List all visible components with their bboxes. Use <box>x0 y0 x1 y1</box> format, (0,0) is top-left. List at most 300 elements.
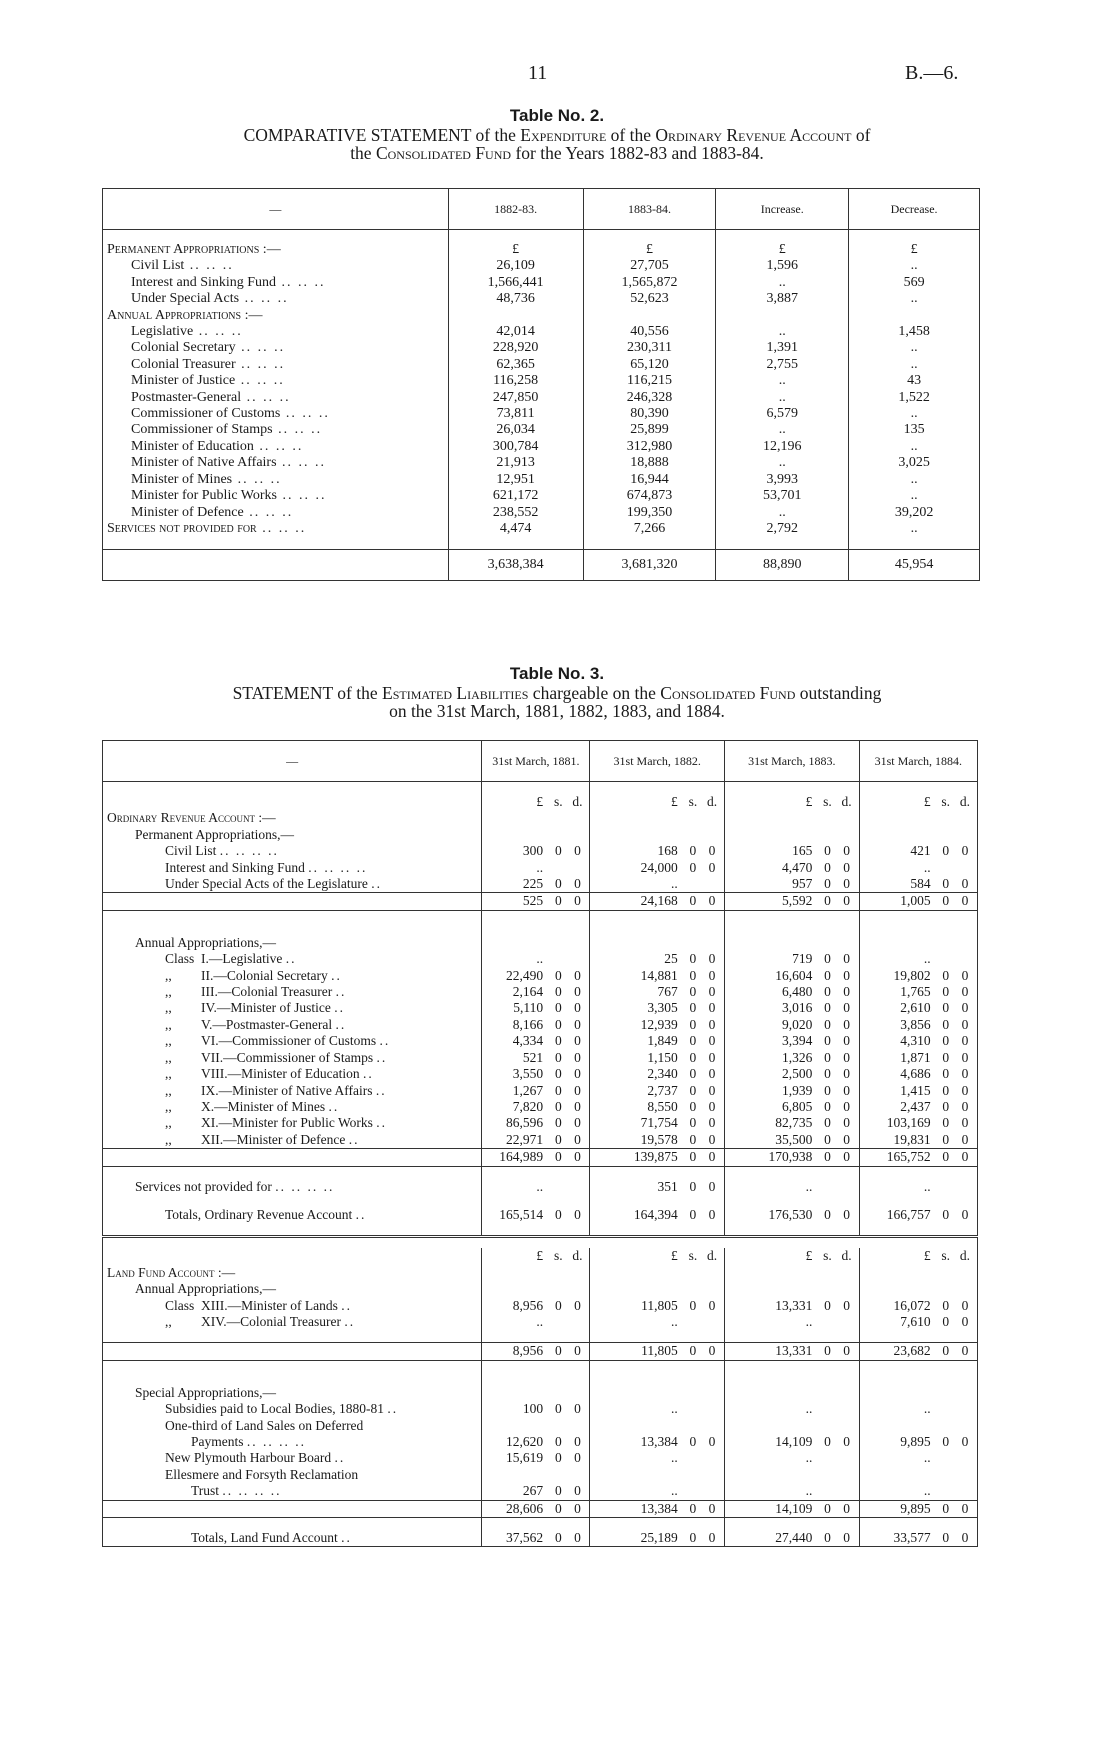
table3-shillings <box>818 1483 836 1500</box>
table2-col-increase: Increase. <box>716 189 849 230</box>
table3-pence: 0 <box>843 1000 850 1016</box>
table3-shillings <box>937 1483 955 1500</box>
table3-row <box>103 968 978 984</box>
table2-cell: 73,811 <box>448 406 583 422</box>
table3-pence: 0 <box>574 1098 581 1114</box>
table3-row-label: ,, VIII.—Minister of Education .. <box>165 1066 374 1082</box>
table3-shillings <box>549 1314 567 1330</box>
table3-row-label: Under Special Acts of the Legislature .. <box>165 876 382 892</box>
table3-pence: 0 <box>574 1066 581 1082</box>
table3-shillings: 0 <box>942 1049 950 1065</box>
table3-shillings <box>549 951 567 967</box>
table2-cell: 3,025 <box>849 455 980 471</box>
table3-pence: 0 <box>961 1115 969 1131</box>
table3-pence <box>702 1483 724 1500</box>
table2-cell: 16,944 <box>583 472 716 488</box>
table3-row-label: ,, V.—Postmaster-General .. <box>165 1016 347 1032</box>
table2-cell: 48,736 <box>448 291 583 307</box>
table3-shillings: 0 <box>554 1066 562 1082</box>
table3-shillings <box>684 1401 702 1417</box>
table3-pence <box>837 1179 859 1195</box>
table3-pence <box>955 1483 978 1500</box>
table3-pence: 0 <box>961 1434 969 1449</box>
table2-row-label: Minister of Native Affairs .. .. .. <box>131 455 327 471</box>
table3-pence: 0 <box>708 1033 716 1049</box>
table3-pence <box>702 1450 724 1466</box>
table3-row <box>103 1298 978 1314</box>
table3-pounds: 23,682 <box>859 1343 937 1360</box>
table2-row <box>103 357 980 373</box>
table3-pence <box>955 1450 978 1466</box>
table3-shillings: 0 <box>549 1500 567 1517</box>
table2-cell: 26,034 <box>448 422 583 438</box>
table2-cell: 21,913 <box>448 455 583 471</box>
table2-row <box>103 472 980 488</box>
table3-pence: 0 <box>961 1206 969 1222</box>
table3-lsd-d: d. <box>706 794 718 809</box>
table3-shillings: 0 <box>824 967 831 983</box>
table3-lsd-d: d. <box>841 794 852 809</box>
table3-lsd-s: s. <box>823 1248 832 1264</box>
table3-pence: 0 <box>843 984 850 1000</box>
table3-lsd-d: d. <box>572 1248 583 1264</box>
table3-row <box>103 1115 978 1131</box>
table3-pounds: 4,310 <box>859 1033 937 1049</box>
table3-pence: 0 <box>843 1033 850 1049</box>
table2-cell: .. <box>849 521 980 537</box>
table2-row-label: Under Special Acts .. .. .. <box>131 291 289 307</box>
table3-pounds: 1,005 <box>859 893 937 910</box>
table3-pence <box>955 951 978 967</box>
table3-row-label: ,, XIV.—Colonial Treasurer .. <box>165 1313 356 1329</box>
table2-row <box>103 258 980 274</box>
table3-row <box>103 1017 978 1033</box>
table2-cell: .. <box>716 373 849 389</box>
table3-shillings: 0 <box>689 967 697 983</box>
table3-pounds: 25 <box>590 951 684 967</box>
table3-shillings <box>937 1450 955 1466</box>
table3-row-label: Trust .. .. .. .. <box>191 1483 282 1499</box>
table3-col-1881: 31st March, 1881. <box>482 741 590 782</box>
table3-row <box>103 1132 978 1149</box>
table2-cell: 7,266 <box>583 521 716 537</box>
table3-shillings: 0 <box>554 1483 562 1499</box>
table2-cell <box>716 308 849 324</box>
table3-lsd-d: d. <box>959 794 971 809</box>
table3-pence: 0 <box>843 1049 850 1065</box>
table3-pounds: .. <box>482 1179 549 1195</box>
table3-row-label: Annual Appropriations,— <box>135 1281 276 1297</box>
table3-row-label: ,, IX.—Minister of Native Affairs .. <box>165 1082 387 1098</box>
table3-pounds: 16,604 <box>725 968 819 984</box>
table3-pence: 0 <box>708 1206 716 1222</box>
document-reference: B.—6. <box>905 62 959 84</box>
table3-pounds: .. <box>859 1401 937 1417</box>
table2-cell: 80,390 <box>583 406 716 422</box>
table3-subtotal-row <box>103 1149 978 1166</box>
table2-cell: 135 <box>849 422 980 438</box>
table3-shillings: 0 <box>689 859 697 875</box>
table3-row <box>103 1434 978 1450</box>
table3-lsd-pound: £ <box>482 794 549 810</box>
table3-shillings: 0 <box>689 1033 697 1049</box>
table2-cell: 25,899 <box>583 422 716 438</box>
table3-pounds: 9,895 <box>859 1434 937 1450</box>
table2-row <box>103 275 980 291</box>
table3-shillings: 0 <box>554 1297 562 1313</box>
table2-cell: .. <box>849 488 980 504</box>
table3-pounds: 176,530 <box>725 1207 819 1223</box>
table3-pounds: 16,072 <box>859 1298 937 1314</box>
table2-unit: £ <box>849 242 980 258</box>
table3-row-label: One-third of Land Sales on Deferred <box>165 1417 364 1433</box>
table3-row <box>103 1401 978 1417</box>
table3-title-line2: on the 31st March, 1881, 1882, 1883, and 1884. <box>389 701 725 721</box>
table2-row-label: Annual Appropriations :— <box>107 307 263 323</box>
table3-pence: 0 <box>568 1500 590 1517</box>
table3-shillings: 0 <box>554 1016 562 1032</box>
table2-cell: 12,196 <box>716 439 849 455</box>
table3-lsd-row <box>103 794 978 810</box>
table3-shillings: 0 <box>942 1434 950 1449</box>
table2-cell: 62,365 <box>448 357 583 373</box>
table2-row <box>103 505 980 521</box>
table3-pence: 0 <box>708 1178 716 1194</box>
table2-row-label: Colonial Treasurer .. .. .. <box>131 356 286 372</box>
table3-pence <box>837 1314 859 1330</box>
table3-pence: 0 <box>955 1500 978 1517</box>
table3-pence: 0 <box>708 1082 716 1098</box>
table3-subtotal-row <box>103 1500 978 1517</box>
table3-pounds: 14,109 <box>725 1434 819 1450</box>
table3-pence: 0 <box>961 984 969 1000</box>
table3-shillings <box>684 1483 702 1500</box>
table3-pence: 0 <box>843 1434 850 1449</box>
table3-pence: 0 <box>955 893 978 910</box>
table3-row-label: Ordinary Revenue Account :— <box>107 810 276 826</box>
table3-row <box>103 843 978 859</box>
table3-pounds: 225 <box>482 876 549 893</box>
table3-pounds: 103,169 <box>859 1115 937 1131</box>
table3-shillings: 0 <box>824 1530 831 1546</box>
table3-row-label: Permanent Appropriations,— <box>135 826 294 842</box>
table3-pounds: .. <box>725 1483 819 1500</box>
table2-total: 88,890 <box>716 550 849 581</box>
table3-pence: 0 <box>574 1434 581 1449</box>
table3-pounds: 13,331 <box>725 1298 819 1314</box>
table2-row <box>103 308 980 324</box>
table3-shillings: 0 <box>689 1082 697 1098</box>
table3-pence: 0 <box>961 967 969 983</box>
table3-pounds: .. <box>482 860 549 876</box>
table3-pounds: 1,267 <box>482 1083 549 1099</box>
table3-shillings: 0 <box>937 1500 955 1517</box>
table3-shillings: 0 <box>554 1131 562 1147</box>
table3-shillings: 0 <box>824 859 831 875</box>
table2-row-label: Colonial Secretary .. .. .. <box>131 340 286 356</box>
table3-shillings <box>937 1179 955 1195</box>
table3-pence: 0 <box>708 1000 716 1016</box>
table3-pounds: 7,820 <box>482 1099 549 1115</box>
table3-pounds: 12,939 <box>590 1017 684 1033</box>
table3-shillings: 0 <box>684 1149 702 1166</box>
table3-pounds: 19,802 <box>859 968 937 984</box>
table3-shillings: 0 <box>689 984 697 1000</box>
table3-pounds: .. <box>590 1401 684 1417</box>
table3-pence: 0 <box>708 1131 716 1147</box>
table3-pounds: 2,437 <box>859 1099 937 1115</box>
table3-pence: 0 <box>843 1131 850 1147</box>
table3-lsd-pound: £ <box>859 794 937 810</box>
table3-pence: 0 <box>843 843 850 859</box>
table3-pounds: 165,752 <box>859 1149 937 1166</box>
table3-shillings: 0 <box>554 1082 562 1098</box>
table3-pounds: 267 <box>482 1483 549 1500</box>
table3-pounds: 2,610 <box>859 1000 937 1016</box>
table3-lsd-s: s. <box>688 794 698 809</box>
table2-unit: £ <box>583 242 716 258</box>
table3-pounds: .. <box>725 1450 819 1466</box>
table3-pounds: 521 <box>482 1050 549 1066</box>
table3-pence: 0 <box>574 1297 581 1313</box>
table3-subtotal-row <box>103 1343 978 1360</box>
table2-row-label: Minister for Public Works .. .. .. <box>131 488 327 504</box>
table3-shillings: 0 <box>824 876 831 892</box>
table2-cell: .. <box>716 275 849 291</box>
table3-title: STATEMENT of the Estimated Liabilities chargeable on the Consolidated Fund outstanding <box>232 683 882 703</box>
table3-section-heading <box>103 1265 978 1281</box>
table3-pence: 0 <box>708 1530 716 1546</box>
table3-shillings: 0 <box>824 1000 831 1016</box>
table2-row <box>103 439 980 455</box>
table3-pounds: 9,895 <box>859 1500 937 1517</box>
table3-row-label: New Plymouth Harbour Board .. <box>165 1450 346 1466</box>
table2-row <box>103 340 980 356</box>
table2-cell: .. <box>849 406 980 422</box>
table3-pence <box>955 1401 978 1417</box>
table3-shillings: 0 <box>942 1066 950 1082</box>
table3-shillings: 0 <box>824 1098 831 1114</box>
table3-pounds: 27,440 <box>725 1530 819 1547</box>
table3-pence: 0 <box>843 1206 850 1222</box>
table3-row-label: ,, IV.—Minister of Justice .. <box>165 1000 345 1016</box>
table3-pounds: 8,956 <box>482 1298 549 1314</box>
table2-cell: 2,755 <box>716 357 849 373</box>
table3-shillings: 0 <box>554 876 562 892</box>
table3-shillings: 0 <box>554 1000 562 1016</box>
table3-pounds: 168 <box>590 843 684 859</box>
table3-row-label: Interest and Sinking Fund .. .. .. .. <box>165 859 368 875</box>
table2-cell: 2,792 <box>716 521 849 537</box>
table3-pounds: .. <box>859 1483 937 1500</box>
table3-lsd-d: d. <box>706 1248 718 1264</box>
table2-cell: 1,391 <box>716 340 849 356</box>
table3-pounds: 11,805 <box>590 1343 684 1360</box>
table3-pence: 0 <box>843 967 850 983</box>
table3-shillings: 0 <box>689 1178 697 1194</box>
table3-subtotal-row <box>103 893 978 910</box>
table2-row-label: Minister of Justice .. .. .. <box>131 373 285 389</box>
table2-cell: 42,014 <box>448 324 583 340</box>
table3-shillings <box>937 860 955 876</box>
table2-cell: .. <box>849 291 980 307</box>
table3-row-label: ,, XI.—Minister for Public Works .. <box>165 1115 388 1131</box>
table3-shillings: 0 <box>937 893 955 910</box>
table3-pence: 0 <box>961 1530 969 1546</box>
table2-expenditure <box>102 188 980 581</box>
table3-pounds: 2,164 <box>482 984 549 1000</box>
table3-shillings: 0 <box>942 1082 950 1098</box>
table3-pounds: .. <box>859 1450 937 1466</box>
table2-heading <box>0 106 1114 162</box>
table3-pence: 0 <box>708 967 716 983</box>
table2-cell: .. <box>716 455 849 471</box>
table3-pence: 0 <box>837 893 859 910</box>
table3-shillings: 0 <box>554 1098 562 1114</box>
table3-pence <box>702 876 724 893</box>
table3-pounds: 525 <box>482 893 549 910</box>
table3-pence: 0 <box>843 1098 850 1114</box>
table3-pence <box>568 860 590 876</box>
table3-pounds: 164,394 <box>590 1207 684 1223</box>
table3-pounds: 165 <box>725 843 819 859</box>
table3-pence <box>955 1179 978 1195</box>
table2-row-label: Minister of Education .. .. .. <box>131 438 304 454</box>
table3-pence: 0 <box>708 951 716 967</box>
table3-pence: 0 <box>961 1000 969 1016</box>
table3-pounds: 2,340 <box>590 1066 684 1082</box>
table3-shillings: 0 <box>937 1343 955 1360</box>
table3-shillings: 0 <box>824 1082 831 1098</box>
table3-shillings: 0 <box>554 984 562 1000</box>
table2-cell: 228,920 <box>448 340 583 356</box>
table3-shillings: 0 <box>942 876 950 892</box>
table3-shillings: 0 <box>554 1115 562 1131</box>
table3-pence: 0 <box>574 876 581 892</box>
table3-pounds: 86,596 <box>482 1115 549 1131</box>
table3-pounds: 11,805 <box>590 1298 684 1314</box>
table3-shillings: 0 <box>689 1000 697 1016</box>
table3-row <box>103 876 978 893</box>
table3-pence: 0 <box>708 859 716 875</box>
table2-unit: £ <box>448 242 583 258</box>
table3-row <box>103 984 978 1000</box>
table2-col-1882-83: 1882-83. <box>448 189 583 230</box>
table3-pence: 0 <box>961 1066 969 1082</box>
table3-row-label: ,, VI.—Commissioner of Customs .. <box>165 1033 391 1049</box>
table3-heading <box>0 664 1114 720</box>
table2-cell <box>849 308 980 324</box>
table3-number: Table No. 3. <box>509 664 605 683</box>
table3-pounds: 71,754 <box>590 1115 684 1131</box>
table2-cell: 1,458 <box>849 324 980 340</box>
table3-pounds: 1,939 <box>725 1083 819 1099</box>
table3-row-label: Totals, Land Fund Account .. <box>191 1530 352 1546</box>
table3-pounds: 22,490 <box>482 968 549 984</box>
table3-shillings: 0 <box>554 1049 562 1065</box>
table3-lsd-s: s. <box>688 1248 698 1264</box>
table3-row <box>103 1483 978 1500</box>
table3-pence <box>837 1401 859 1417</box>
table3-shillings <box>818 1401 836 1417</box>
table3-pounds: 5,110 <box>482 1000 549 1016</box>
table3-subheading <box>103 1385 978 1401</box>
table3-pounds: 13,384 <box>590 1434 684 1450</box>
table2-row <box>103 390 980 406</box>
table3-shillings: 0 <box>554 1434 562 1449</box>
table3-pence: 0 <box>708 1098 716 1114</box>
table3-pence: 0 <box>837 1500 859 1517</box>
table3-row <box>103 1467 978 1483</box>
table3-pounds: 3,550 <box>482 1066 549 1082</box>
table3-shillings: 0 <box>689 1066 697 1082</box>
table2-cell: 246,328 <box>583 390 716 406</box>
table3-col-1884: 31st March, 1884. <box>859 741 977 782</box>
table3-pounds: .. <box>590 876 684 893</box>
table3-row <box>103 1314 978 1330</box>
table3-pence: 0 <box>702 1500 724 1517</box>
table3-pounds: .. <box>590 1314 684 1330</box>
table3-pence: 0 <box>961 843 969 859</box>
table2-cell: .. <box>716 324 849 340</box>
table2-cell: 199,350 <box>583 505 716 521</box>
table3-pounds: .. <box>482 951 549 967</box>
table3-row <box>103 1099 978 1115</box>
table2-col-decrease: Decrease. <box>849 189 980 230</box>
table3-pounds: 5,592 <box>725 893 819 910</box>
table3-pounds: 19,831 <box>859 1132 937 1149</box>
table3-pence: 0 <box>574 984 581 1000</box>
table2-cell: 40,556 <box>583 324 716 340</box>
table3-row-label: ,, VII.—Commissioner of Stamps .. <box>165 1049 388 1065</box>
table3-shillings: 0 <box>689 843 697 859</box>
table2-cell: .. <box>716 390 849 406</box>
table2-cell: 238,552 <box>448 505 583 521</box>
table3-shillings: 0 <box>824 1115 831 1131</box>
table3-pounds: 2,737 <box>590 1083 684 1099</box>
table3-row <box>103 1033 978 1049</box>
table3-lsd-s: s. <box>941 1248 951 1264</box>
table3-shillings: 0 <box>818 893 836 910</box>
table3-pounds: 767 <box>590 984 684 1000</box>
table3-pence: 0 <box>961 1082 969 1098</box>
table3-pounds: 170,938 <box>725 1149 819 1166</box>
table2-cell: 621,172 <box>448 488 583 504</box>
table2-cell: 230,311 <box>583 340 716 356</box>
table3-pounds: 4,470 <box>725 860 819 876</box>
table3-pounds: .. <box>482 1314 549 1330</box>
table3-pounds: 19,578 <box>590 1132 684 1149</box>
table3-lsd-pound: £ <box>590 1248 684 1264</box>
table3-pence: 0 <box>568 1343 590 1360</box>
table2-cell: 18,888 <box>583 455 716 471</box>
table3-pence <box>568 951 590 967</box>
table3-pence: 0 <box>961 1033 969 1049</box>
table3-shillings: 0 <box>689 1016 697 1032</box>
table2-cell: 52,623 <box>583 291 716 307</box>
table3-shillings <box>549 1179 567 1195</box>
table3-pence: 0 <box>843 1115 850 1131</box>
table3-shillings: 0 <box>554 843 562 859</box>
table3-shillings: 0 <box>684 893 702 910</box>
table3-pence: 0 <box>574 1206 581 1222</box>
table3-lsd-pound: £ <box>859 1248 937 1264</box>
table3-pounds: 8,550 <box>590 1099 684 1115</box>
table3-shillings: 0 <box>942 967 950 983</box>
table3-row-label: Civil List .. .. .. .. <box>165 843 279 859</box>
table3-shillings: 0 <box>824 1206 831 1222</box>
table3-pounds: 37,562 <box>482 1530 549 1547</box>
